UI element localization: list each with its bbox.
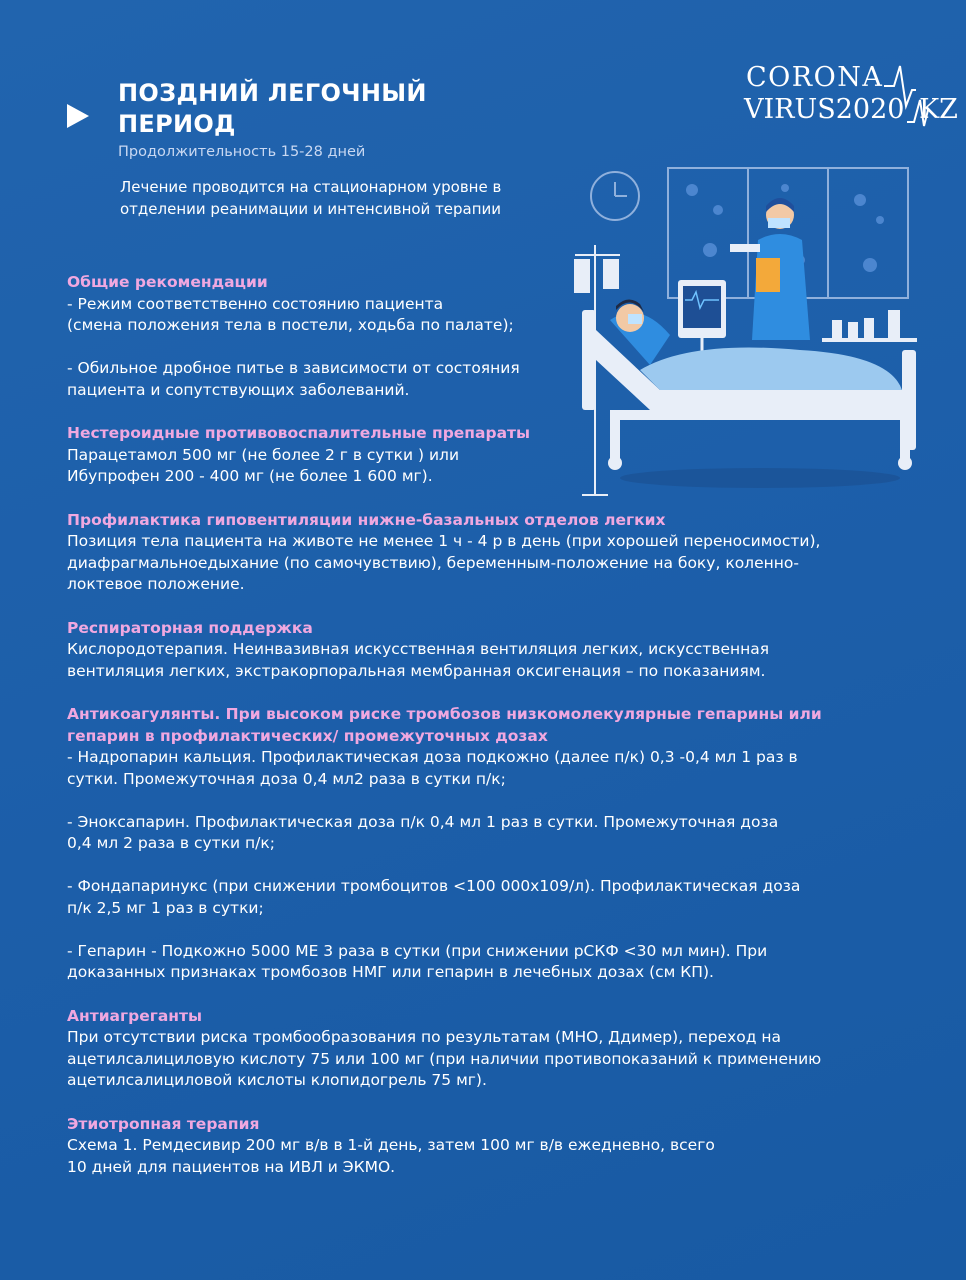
section-line: локтевое положение.: [67, 575, 245, 593]
section-heading: Антикоагулянты. При высоком риске тромбозов низкомолекулярные гепарины или: [67, 705, 822, 723]
logo-line-1: CORONA: [746, 62, 884, 93]
section-general-recommendations: [67, 272, 947, 401]
section-heading: Общие рекомендации: [67, 273, 268, 291]
page-title: [118, 78, 478, 140]
section-line: - Гепарин - Подкожно 5000 МЕ 3 раза в сутки (при снижении рСКФ <30 мл мин). При: [67, 941, 768, 960]
section-line: - Эноксапарин. Профилактическая доза п/к 0,4 мл 1 раз в сутки. Промежуточная доза: [67, 812, 779, 831]
section-heading-cont: гепарин в профилактических/ промежуточных дозах: [67, 726, 548, 745]
section-heading: Респираторная поддержка: [67, 618, 313, 637]
section-line: вентиляция легких, экстракорпоральная мембранная оксигенация – по показаниям.: [67, 661, 766, 680]
content-sections: [67, 272, 947, 1200]
section-line: Кислородотерапия. Неинвазивная искусственная вентиляция легких, искусственная: [67, 640, 770, 658]
section-antiplatelets: [67, 1006, 947, 1092]
section-line: Позиция тела пациента на животе не менее 1 ч - 4 р в день (при хорошей переносимости),: [67, 532, 821, 550]
section-line: п/к 2,5 мг 1 раз в сутки;: [67, 898, 264, 917]
intro-text: [120, 176, 560, 220]
logo-line-2: VIRUS2020: [744, 94, 905, 125]
intro-line: Лечение проводится на стационарном уровне в: [120, 178, 502, 196]
section-line: - Обильное дробное питье в зависимости от состояния: [67, 359, 520, 377]
section-line: При отсутствии риска тромбообразования по результатам (МНО, Ддимер), переход на: [67, 1028, 782, 1046]
section-line: - Режим соответственно состоянию пациента: [67, 294, 444, 313]
section-line: - Надропарин кальция. Профилактическая доза подкожно (далее п/к) 0,3 -0,4 мл 1 раз в: [67, 748, 798, 766]
section-line: 10 дней для пациентов на ИВЛ и ЭКМО.: [67, 1157, 396, 1176]
section-line: сутки. Промежуточная доза 0,4 мл2 раза в сутки п/к;: [67, 769, 506, 788]
section-line: ацетилсалициловой кислоты клопидогрель 75 мг).: [67, 1071, 487, 1089]
clock-icon: [591, 172, 639, 220]
duration-subtitle: Продолжительность 15-28 дней: [118, 144, 366, 160]
section-line: ацетилсалициловую кислоту 75 или 100 мг (при наличии противопоказаний к применению: [67, 1049, 822, 1068]
title-line: ПЕРИОД: [118, 110, 236, 138]
section-etiotropic-therapy: [67, 1114, 947, 1179]
pulse-line-icon: [744, 60, 954, 130]
section-heading: Нестероидные противовоспалительные препараты: [67, 424, 531, 442]
section-line: - Фондапаринукс (при снижении тромбоцитов <100 000х109/л). Профилактическая доза: [67, 877, 801, 895]
section-hypoventilation-prevention: [67, 510, 947, 596]
section-line: Схема 1. Ремдесивир 200 мг в/в в 1-й день, затем 100 мг в/в ежедневно, всего: [67, 1136, 715, 1154]
title-line: ПОЗДНИЙ ЛЕГОЧНЫЙ: [118, 79, 427, 107]
section-line: диафрагмальноедыхание (по самочувствию), беременным-положение на боку, коленно-: [67, 553, 799, 572]
section-line: доказанных признаках тромбозов НМГ или гепарин в лечебных дозах (см КП).: [67, 963, 714, 981]
section-line: Ибупрофен 200 - 400 мг (не более 1 600 мг).: [67, 467, 433, 485]
section-line: (смена положения тела в постели, ходьба по палате);: [67, 316, 514, 334]
section-respiratory-support: [67, 618, 947, 683]
play-triangle-icon: [67, 104, 89, 128]
section-anticoagulants: [67, 704, 947, 984]
section-heading: Антиагреганты: [67, 1006, 202, 1025]
logo-suffix: KZ: [919, 94, 958, 125]
corona-virus-logo: [744, 60, 958, 130]
section-line: Парацетамол 500 мг (не более 2 г в сутки ) или: [67, 445, 460, 464]
section-heading: Этиотропная терапия: [67, 1114, 260, 1133]
section-line: 0,4 мл 2 раза в сутки п/к;: [67, 834, 275, 852]
section-heading: Профилактика гиповентиляции нижне-базальных отделов легких: [67, 510, 666, 529]
section-nsaids: [67, 423, 947, 488]
section-line: пациента и сопутствующих заболеваний.: [67, 380, 410, 399]
intro-line: отделении реанимации и интенсивной терапии: [120, 200, 502, 218]
